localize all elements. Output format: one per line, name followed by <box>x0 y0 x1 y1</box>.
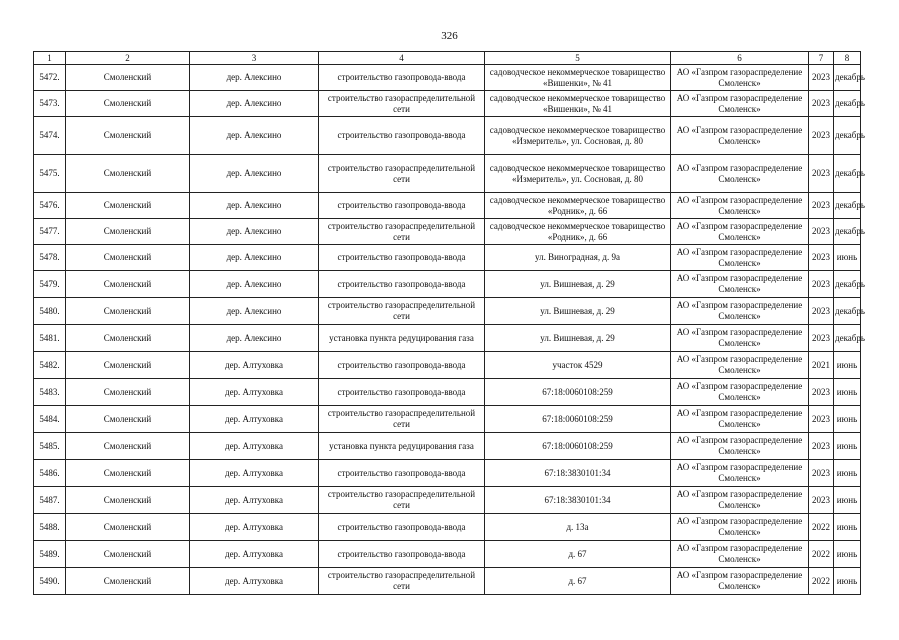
address-cell: д. 13а <box>485 514 671 541</box>
work-type-cell: строительство газопровода-ввода <box>319 65 485 91</box>
address-cell: д. 67 <box>485 541 671 568</box>
locality-cell: дер. Алексино <box>190 245 319 271</box>
address-cell: д. 67 <box>485 568 671 595</box>
year-cell: 2023 <box>809 298 834 325</box>
district-cell: Смоленский <box>66 245 190 271</box>
year-cell: 2023 <box>809 271 834 298</box>
table-row <box>34 65 861 91</box>
locality-cell: дер. Алтуховка <box>190 433 319 460</box>
table-row <box>34 219 861 245</box>
locality-cell: дер. Алтуховка <box>190 514 319 541</box>
operator-cell: АО «Газпром газораспределение Смоленск» <box>671 541 809 568</box>
month-cell: июнь <box>834 433 861 460</box>
district-cell: Смоленский <box>66 487 190 514</box>
district-cell: Смоленский <box>66 271 190 298</box>
column-number: 6 <box>671 52 809 65</box>
locality-cell: дер. Алексино <box>190 117 319 155</box>
month-cell: июнь <box>834 379 861 406</box>
district-cell: Смоленский <box>66 379 190 406</box>
month-cell: декабрь <box>834 219 861 245</box>
row-number-cell: 5476. <box>34 193 66 219</box>
table-row <box>34 271 861 298</box>
row-number-cell: 5489. <box>34 541 66 568</box>
column-number-row <box>34 52 861 65</box>
year-cell: 2023 <box>809 219 834 245</box>
address-cell: ул. Вишневая, д. 29 <box>485 325 671 352</box>
month-cell: июнь <box>834 352 861 379</box>
row-number-cell: 5483. <box>34 379 66 406</box>
address-cell: участок 4529 <box>485 352 671 379</box>
work-type-cell: строительство газопровода-ввода <box>319 514 485 541</box>
work-type-cell: строительство газопровода-ввода <box>319 541 485 568</box>
address-cell: ул. Вишневая, д. 29 <box>485 298 671 325</box>
operator-cell: АО «Газпром газораспределение Смоленск» <box>671 460 809 487</box>
month-cell: июнь <box>834 460 861 487</box>
district-cell: Смоленский <box>66 460 190 487</box>
year-cell: 2022 <box>809 568 834 595</box>
work-type-cell: строительство газопровода-ввода <box>319 460 485 487</box>
address-cell: 67:18:3830101:34 <box>485 487 671 514</box>
district-cell: Смоленский <box>66 406 190 433</box>
address-cell: садоводческое некоммерческое товарищество «Родник», д. 66 <box>485 193 671 219</box>
month-cell: декабрь <box>834 117 861 155</box>
table-row <box>34 487 861 514</box>
year-cell: 2023 <box>809 193 834 219</box>
column-number: 4 <box>319 52 485 65</box>
address-cell: садоводческое некоммерческое товарищество «Измеритель», ул. Сосновая, д. 80 <box>485 117 671 155</box>
row-number-cell: 5485. <box>34 433 66 460</box>
operator-cell: АО «Газпром газораспределение Смоленск» <box>671 379 809 406</box>
address-cell: садоводческое некоммерческое товарищество «Вишенки», № 41 <box>485 91 671 117</box>
year-cell: 2022 <box>809 541 834 568</box>
district-cell: Смоленский <box>66 514 190 541</box>
month-cell: декабрь <box>834 298 861 325</box>
operator-cell: АО «Газпром газораспределение Смоленск» <box>671 245 809 271</box>
month-cell: декабрь <box>834 325 861 352</box>
operator-cell: АО «Газпром газораспределение Смоленск» <box>671 568 809 595</box>
year-cell: 2021 <box>809 352 834 379</box>
locality-cell: дер. Алтуховка <box>190 406 319 433</box>
month-cell: декабрь <box>834 91 861 117</box>
table-row <box>34 541 861 568</box>
operator-cell: АО «Газпром газораспределение Смоленск» <box>671 65 809 91</box>
row-number-cell: 5484. <box>34 406 66 433</box>
table-row <box>34 193 861 219</box>
operator-cell: АО «Газпром газораспределение Смоленск» <box>671 193 809 219</box>
work-type-cell: установка пункта редуцирования газа <box>319 433 485 460</box>
month-cell: июнь <box>834 568 861 595</box>
year-cell: 2023 <box>809 91 834 117</box>
work-type-cell: строительство газопровода-ввода <box>319 379 485 406</box>
work-type-cell: строительство газораспределительной сети <box>319 487 485 514</box>
district-cell: Смоленский <box>66 219 190 245</box>
operator-cell: АО «Газпром газораспределение Смоленск» <box>671 117 809 155</box>
row-number-cell: 5481. <box>34 325 66 352</box>
work-type-cell: установка пункта редуцирования газа <box>319 325 485 352</box>
row-number-cell: 5488. <box>34 514 66 541</box>
operator-cell: АО «Газпром газораспределение Смоленск» <box>671 91 809 117</box>
year-cell: 2023 <box>809 406 834 433</box>
column-number: 5 <box>485 52 671 65</box>
table-row <box>34 91 861 117</box>
data-table <box>33 51 865 595</box>
operator-cell: АО «Газпром газораспределение Смоленск» <box>671 487 809 514</box>
work-type-cell: строительство газопровода-ввода <box>319 352 485 379</box>
row-number-cell: 5472. <box>34 65 66 91</box>
locality-cell: дер. Алтуховка <box>190 487 319 514</box>
operator-cell: АО «Газпром газораспределение Смоленск» <box>671 352 809 379</box>
row-number-cell: 5487. <box>34 487 66 514</box>
operator-cell: АО «Газпром газораспределение Смоленск» <box>671 325 809 352</box>
operator-cell: АО «Газпром газораспределение Смоленск» <box>671 514 809 541</box>
operator-cell: АО «Газпром газораспределение Смоленск» <box>671 271 809 298</box>
address-cell: садоводческое некоммерческое товарищество «Вишенки», № 41 <box>485 65 671 91</box>
month-cell: декабрь <box>834 271 861 298</box>
locality-cell: дер. Алексино <box>190 298 319 325</box>
column-number: 7 <box>809 52 834 65</box>
operator-cell: АО «Газпром газораспределение Смоленск» <box>671 155 809 193</box>
locality-cell: дер. Алексино <box>190 325 319 352</box>
column-number: 2 <box>66 52 190 65</box>
year-cell: 2023 <box>809 460 834 487</box>
locality-cell: дер. Алексино <box>190 271 319 298</box>
row-number-cell: 5490. <box>34 568 66 595</box>
table-row <box>34 514 861 541</box>
address-cell: 67:18:0060108:259 <box>485 379 671 406</box>
table-row <box>34 433 861 460</box>
table-row <box>34 325 861 352</box>
table-row <box>34 379 861 406</box>
row-number-cell: 5474. <box>34 117 66 155</box>
district-cell: Смоленский <box>66 541 190 568</box>
table-row <box>34 460 861 487</box>
year-cell: 2023 <box>809 245 834 271</box>
work-type-cell: строительство газораспределительной сети <box>319 91 485 117</box>
year-cell: 2023 <box>809 155 834 193</box>
table-row <box>34 117 861 155</box>
row-number-cell: 5477. <box>34 219 66 245</box>
district-cell: Смоленский <box>66 65 190 91</box>
locality-cell: дер. Алексино <box>190 193 319 219</box>
operator-cell: АО «Газпром газораспределение Смоленск» <box>671 219 809 245</box>
address-cell: садоводческое некоммерческое товарищество «Родник», д. 66 <box>485 219 671 245</box>
address-cell: ул. Виноградная, д. 9а <box>485 245 671 271</box>
row-number-cell: 5479. <box>34 271 66 298</box>
table-row <box>34 155 861 193</box>
table-row <box>34 352 861 379</box>
district-cell: Смоленский <box>66 352 190 379</box>
year-cell: 2023 <box>809 65 834 91</box>
work-type-cell: строительство газораспределительной сети <box>319 155 485 193</box>
operator-cell: АО «Газпром газораспределение Смоленск» <box>671 433 809 460</box>
district-cell: Смоленский <box>66 325 190 352</box>
year-cell: 2023 <box>809 433 834 460</box>
work-type-cell: строительство газораспределительной сети <box>319 219 485 245</box>
month-cell: декабрь <box>834 193 861 219</box>
month-cell: июнь <box>834 245 861 271</box>
locality-cell: дер. Алтуховка <box>190 568 319 595</box>
address-cell: 67:18:0060108:259 <box>485 406 671 433</box>
work-type-cell: строительство газораспределительной сети <box>319 406 485 433</box>
locality-cell: дер. Алтуховка <box>190 541 319 568</box>
table-row <box>34 406 861 433</box>
month-cell: июнь <box>834 406 861 433</box>
column-number: 8 <box>834 52 861 65</box>
work-type-cell: строительство газопровода-ввода <box>319 271 485 298</box>
locality-cell: дер. Алтуховка <box>190 460 319 487</box>
district-cell: Смоленский <box>66 117 190 155</box>
work-type-cell: строительство газораспределительной сети <box>319 298 485 325</box>
month-cell: июнь <box>834 541 861 568</box>
table-row <box>34 245 861 271</box>
address-cell: садоводческое некоммерческое товарищество «Измеритель», ул. Сосновая, д. 80 <box>485 155 671 193</box>
month-cell: июнь <box>834 514 861 541</box>
row-number-cell: 5478. <box>34 245 66 271</box>
district-cell: Смоленский <box>66 193 190 219</box>
row-number-cell: 5473. <box>34 91 66 117</box>
locality-cell: дер. Алексино <box>190 91 319 117</box>
row-number-cell: 5480. <box>34 298 66 325</box>
locality-cell: дер. Алтуховка <box>190 379 319 406</box>
year-cell: 2023 <box>809 379 834 406</box>
year-cell: 2023 <box>809 117 834 155</box>
address-cell: 67:18:0060108:259 <box>485 433 671 460</box>
row-number-cell: 5482. <box>34 352 66 379</box>
work-type-cell: строительство газопровода-ввода <box>319 117 485 155</box>
district-cell: Смоленский <box>66 568 190 595</box>
locality-cell: дер. Алексино <box>190 219 319 245</box>
month-cell: июнь <box>834 487 861 514</box>
district-cell: Смоленский <box>66 433 190 460</box>
table-row <box>34 568 861 595</box>
row-number-cell: 5475. <box>34 155 66 193</box>
address-cell: ул. Вишневая, д. 29 <box>485 271 671 298</box>
locality-cell: дер. Алтуховка <box>190 352 319 379</box>
year-cell: 2023 <box>809 325 834 352</box>
year-cell: 2023 <box>809 487 834 514</box>
operator-cell: АО «Газпром газораспределение Смоленск» <box>671 298 809 325</box>
district-cell: Смоленский <box>66 91 190 117</box>
work-type-cell: строительство газораспределительной сети <box>319 568 485 595</box>
address-cell: 67:18:3830101:34 <box>485 460 671 487</box>
row-number-cell: 5486. <box>34 460 66 487</box>
page-number: 326 <box>441 30 458 42</box>
work-type-cell: строительство газопровода-ввода <box>319 245 485 271</box>
table-row <box>34 298 861 325</box>
locality-cell: дер. Алексино <box>190 155 319 193</box>
district-cell: Смоленский <box>66 298 190 325</box>
month-cell: декабрь <box>834 65 861 91</box>
month-cell: декабрь <box>834 155 861 193</box>
work-type-cell: строительство газопровода-ввода <box>319 193 485 219</box>
column-number: 3 <box>190 52 319 65</box>
district-cell: Смоленский <box>66 155 190 193</box>
column-number: 1 <box>34 52 66 65</box>
year-cell: 2022 <box>809 514 834 541</box>
locality-cell: дер. Алексино <box>190 65 319 91</box>
operator-cell: АО «Газпром газораспределение Смоленск» <box>671 406 809 433</box>
